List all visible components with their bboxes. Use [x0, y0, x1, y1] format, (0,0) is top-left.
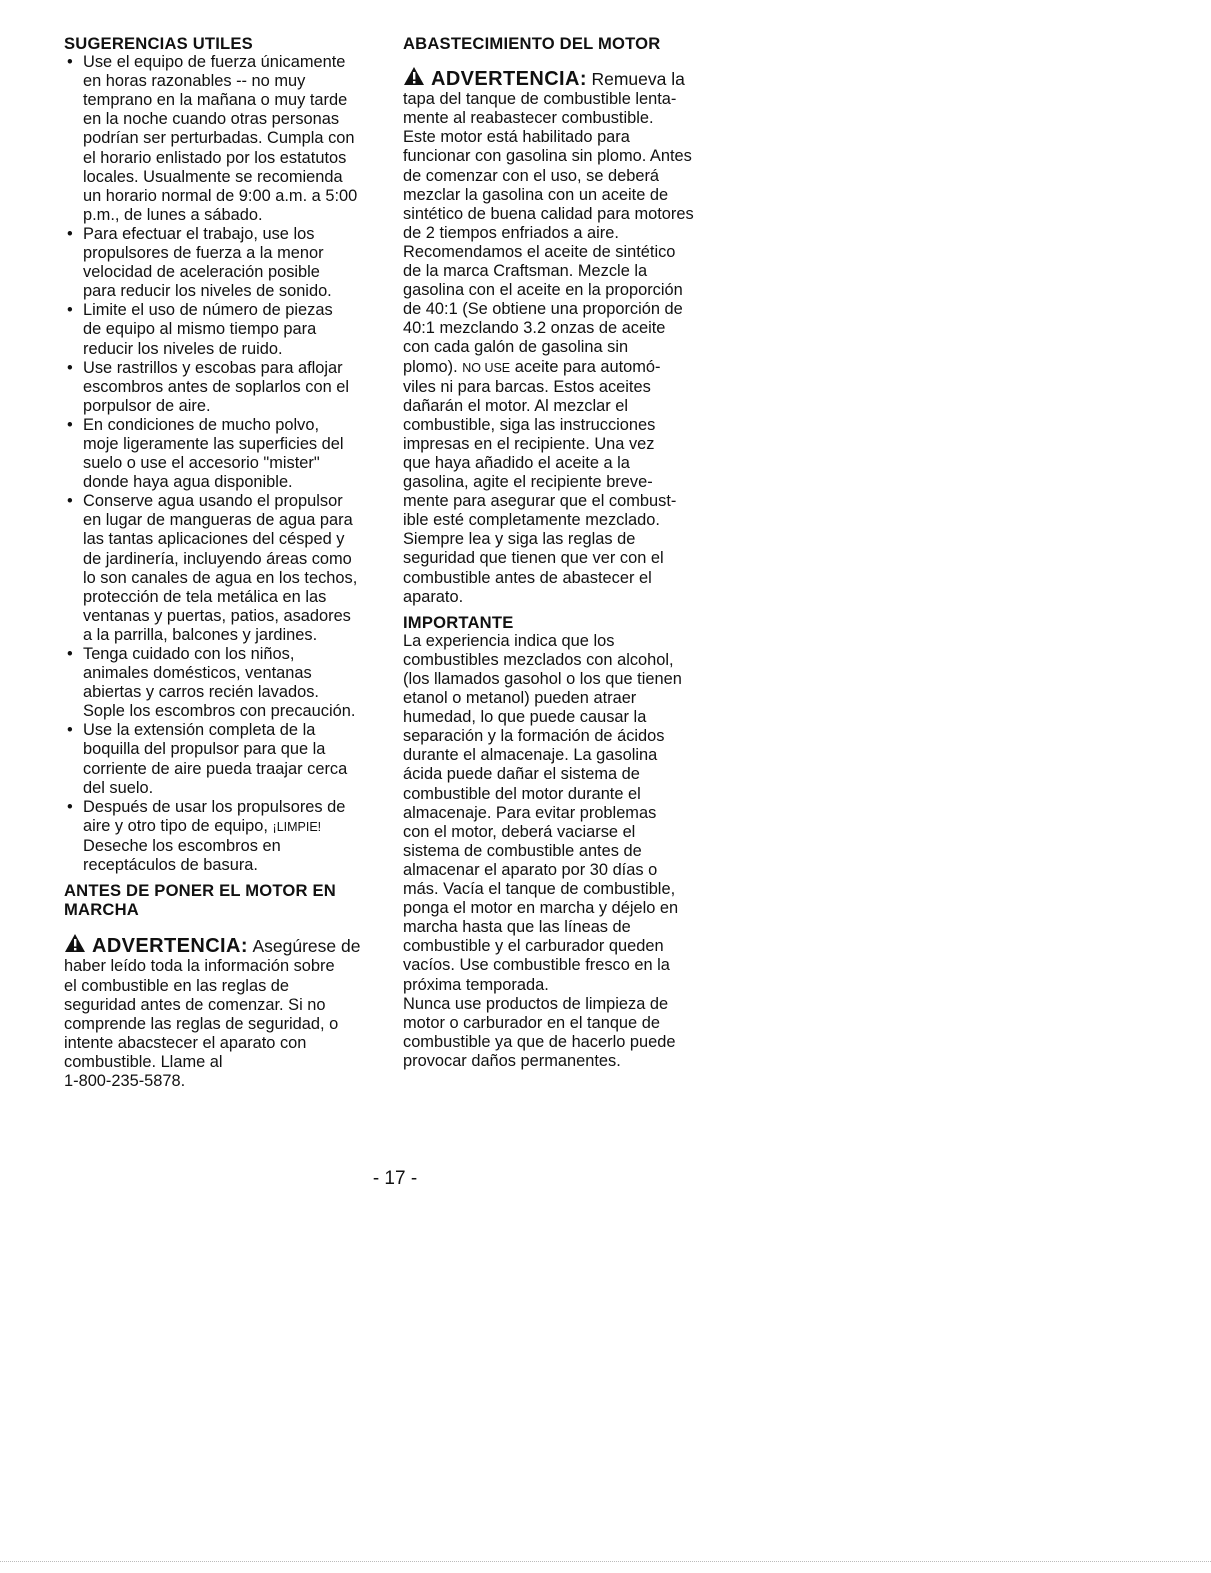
text-line: de 2 tiempos enfriados a aire.: [403, 223, 619, 242]
text-line: protección de tela metálica en las: [83, 587, 327, 606]
text-line: Después de usar los propulsores de: [83, 797, 346, 816]
page-number: - 17 -: [372, 1168, 418, 1189]
left-column: [64, 34, 380, 1091]
text-line: impresas en el recipiente. Una vez: [403, 434, 655, 453]
bullet-icon: •: [67, 492, 73, 511]
text-line: velocidad de aceleración posible: [83, 263, 320, 282]
right-column: [403, 34, 719, 1071]
text-line: comprende las reglas de seguridad, o: [64, 1014, 339, 1033]
text-line: tapa del tanque de combustible lenta-: [403, 90, 677, 109]
text-line: con el motor, deberá vaciarse el: [403, 822, 636, 841]
text-line: 1-800-235-5878.: [64, 1071, 186, 1090]
text-line: p.m., de lunes a sábado.: [83, 205, 263, 224]
warning-label: ADVERTENCIA:: [431, 68, 587, 91]
text-line: podrían ser perturbadas. Cumpla con: [83, 129, 355, 148]
text-line: humedad, lo que puede causar la: [403, 708, 647, 727]
text-line: Use el equipo de fuerza únicamente: [83, 53, 346, 72]
fuel-paragraph: [403, 90, 719, 357]
text-line: próxima temporada.: [403, 975, 549, 994]
text-line: Use la extensión completa de la: [83, 721, 316, 740]
text-line: dañarán el motor. Al mezclar el: [403, 396, 629, 415]
bullet-icon: •: [67, 301, 73, 320]
text-line: escombros antes de soplarlos con el: [83, 377, 350, 396]
text-line: Sople los escombros con precaución.: [83, 702, 356, 721]
text-line: durante el almacenaje. La gasolina: [403, 746, 658, 765]
section-heading-antes-de-poner: [64, 881, 380, 919]
section-heading-sugerencias: SUGERENCIAS UTILES: [64, 34, 253, 53]
list-item: [64, 225, 380, 301]
text-line: ible esté completamente mezclado.: [403, 511, 660, 530]
text-line: el horario enlistado por los estatutos: [83, 148, 347, 167]
bullet-icon: •: [67, 645, 73, 663]
text-line: vacíos. Use combustible fresco en la: [403, 956, 670, 975]
text-line: animales domésticos, ventanas: [83, 664, 312, 683]
text-line: de 40:1 (Se obtiene una proporción de: [403, 300, 683, 319]
text-line: a la parrilla, balcones y jardines.: [83, 625, 318, 644]
text-line: Deseche los escombros en: [83, 836, 281, 855]
bullet-icon: •: [67, 224, 73, 243]
text-line: combustible antes de abastecer el: [403, 568, 652, 587]
bullet-icon: •: [67, 721, 73, 740]
text-line: el combustible en las reglas de: [64, 976, 290, 995]
text-fragment: aceite para automó-: [510, 357, 661, 376]
text-line: almacenar el aparato por 30 días o: [403, 860, 658, 879]
text-line: mente al reabastecer combustible.: [403, 109, 654, 128]
list-item: [64, 492, 380, 645]
text-line: almacenaje. Para evitar problemas: [403, 803, 657, 822]
text-line: de equipo al mismo tiempo para: [83, 320, 317, 339]
text-line: temprano en la mañana o muy tarde: [83, 91, 348, 110]
text-line: para reducir los niveles de sonido.: [83, 282, 332, 301]
text-line: seguridad que tienen que ver con el: [403, 549, 664, 568]
text-line: haber leído toda la información sobre: [64, 957, 335, 976]
list-item: [64, 53, 380, 225]
text-line: Este motor está habilitado para: [403, 128, 630, 147]
text-line: [83, 817, 380, 837]
text-line: porpulsor de aire.: [83, 396, 211, 415]
text-line: gasolina, agite el recipiente breve-: [403, 473, 653, 492]
bullet-icon: •: [67, 53, 73, 72]
warning-block: [64, 933, 380, 957]
text-line: propulsores de fuerza a la menor: [83, 244, 324, 263]
bullet-icon: •: [67, 358, 73, 377]
text-line: boquilla del propulsor para que la: [83, 740, 326, 759]
text-line: Nunca use productos de limpieza de: [403, 994, 669, 1013]
text-line: intente abacstecer el aparato con: [64, 1033, 307, 1052]
text-line: de la marca Craftsman. Mezcle la: [403, 262, 648, 281]
warning-text-start: Asegúrese de: [252, 936, 361, 957]
list-item: [64, 301, 380, 358]
heading-line: ANTES DE PONER EL MOTOR EN: [64, 881, 336, 901]
text-line: locales. Usualmente se recomienda: [83, 167, 343, 186]
text-line: Tenga cuidado con los niños,: [83, 645, 295, 663]
text-line: sistema de combustible antes de: [403, 841, 642, 860]
tips-list: [64, 53, 380, 875]
text-line: Para efectuar el trabajo, use los: [83, 224, 315, 243]
text-line: combustible ya que de hacerlo puede: [403, 1032, 676, 1051]
text-line: en la noche cuando otras personas: [83, 110, 340, 129]
warning-label: ADVERTENCIA:: [92, 935, 248, 958]
no-use-caps: NO USE: [462, 360, 511, 375]
text-line: en lugar de mangueras de agua para: [83, 511, 353, 530]
text-line: En condiciones de mucho polvo,: [83, 415, 319, 434]
text-line: un horario normal de 9:00 a.m. a 5:00: [83, 186, 358, 205]
warning-triangle-icon: [64, 933, 86, 953]
text-line: seguridad antes de comenzar. Si no: [64, 995, 326, 1014]
text-line: del suelo.: [83, 778, 154, 797]
bullet-icon: •: [67, 415, 73, 434]
text-line: ácida puede dañar el sistema de: [403, 765, 640, 784]
text-line: ponga el motor en marcha y déjelo en: [403, 899, 679, 918]
text-line: mente para asegurar que el combust-: [403, 492, 677, 511]
warning-block: [403, 66, 719, 90]
text-line: marcha hasta que las líneas de: [403, 918, 631, 937]
text-line: ventanas y puertas, patios, asadores: [83, 606, 351, 625]
limpie-caps: ¡LIMPIE!: [272, 819, 322, 834]
text-line: Conserve agua usando el propulsor: [83, 492, 343, 511]
text-line: abiertas y carros recién lavados.: [83, 683, 319, 702]
text-line: aparato.: [403, 587, 464, 606]
text-line: de jardinería, incluyendo áreas como: [83, 549, 352, 568]
section-heading-abastecimiento: ABASTECIMIENTO DEL MOTOR: [403, 34, 661, 53]
text-line: moje ligeramente las superficies del: [83, 434, 344, 453]
text-fragment: aire y otro tipo de equipo,: [83, 816, 273, 835]
text-line: Limite el uso de número de piezas: [83, 301, 333, 320]
text-line: receptáculos de basura.: [83, 856, 258, 875]
text-line: Siempre lea y siga las reglas de: [403, 530, 636, 549]
text-line: más. Vacía el tanque de combustible,: [403, 880, 676, 899]
list-item: [64, 721, 380, 797]
text-line: funcionar con gasolina sin plomo. Antes: [403, 147, 692, 166]
text-line: de comenzar con el uso, se deberá: [403, 166, 660, 185]
text-line: reducir los niveles de ruido.: [83, 339, 283, 358]
text-line: que haya añadido el aceite a la: [403, 453, 630, 472]
text-line: en horas razonables -- no muy: [83, 72, 306, 91]
list-item: [64, 645, 380, 721]
warning-triangle-icon: [403, 66, 425, 86]
list-item: [64, 359, 380, 416]
text-line: sintético de buena calidad para motores: [403, 204, 694, 223]
bullet-icon: •: [67, 797, 73, 816]
text-line: gasolina con el aceite en la proporción: [403, 281, 683, 300]
text-line: las tantas aplicaciones del césped y: [83, 530, 345, 549]
bottom-rule: [0, 1561, 1211, 1563]
text-line: corriente de aire pueda traajar cerca: [83, 759, 348, 778]
text-line: La experiencia indica que los: [403, 631, 615, 650]
fuel-paragraph-line: [403, 358, 719, 378]
text-line: combustible del motor durante el: [403, 784, 641, 803]
text-line: (los llamados gasohol o los que tienen: [403, 670, 682, 688]
text-line: separación y la formación de ácidos: [403, 727, 665, 746]
warning-text-start: Remueva la: [591, 69, 685, 90]
text-line: combustibles mezclados con alcohol,: [403, 650, 674, 669]
text-line: viles ni para barcas. Estos aceites: [403, 377, 651, 396]
text-line: etanol o metanol) pueden atraer: [403, 689, 637, 708]
text-fragment: plomo).: [403, 357, 463, 376]
important-body: [403, 632, 719, 1071]
list-item: [64, 416, 380, 492]
fuel-paragraph-continued: [403, 378, 719, 607]
text-line: 40:1 mezclando 3.2 onzas de aceite: [403, 319, 666, 338]
text-line: motor o carburador en el tanque de: [403, 1013, 660, 1032]
list-item: [64, 798, 380, 875]
text-line: combustible. Llame al: [64, 1052, 223, 1071]
text-line: lo son canales de agua en los techos,: [83, 568, 358, 587]
heading-line: MARCHA: [64, 900, 139, 920]
text-line: combustible, siga las instrucciones: [403, 415, 656, 434]
text-line: combustible y el carburador queden: [403, 937, 664, 956]
text-line: Recomendamos el aceite de sintético: [403, 242, 676, 261]
text-line: suelo o use el accesorio "mister": [83, 454, 320, 473]
section-heading-importante: IMPORTANTE: [403, 612, 514, 632]
warning-body: [64, 957, 380, 1091]
text-line: provocar daños permanentes.: [403, 1051, 621, 1070]
text-line: donde haya agua disponible.: [83, 473, 293, 492]
text-line: con cada galón de gasolina sin: [403, 338, 629, 357]
text-line: mezclar la gasolina con un aceite de: [403, 185, 669, 204]
text-line: Use rastrillos y escobas para aflojar: [83, 358, 343, 377]
